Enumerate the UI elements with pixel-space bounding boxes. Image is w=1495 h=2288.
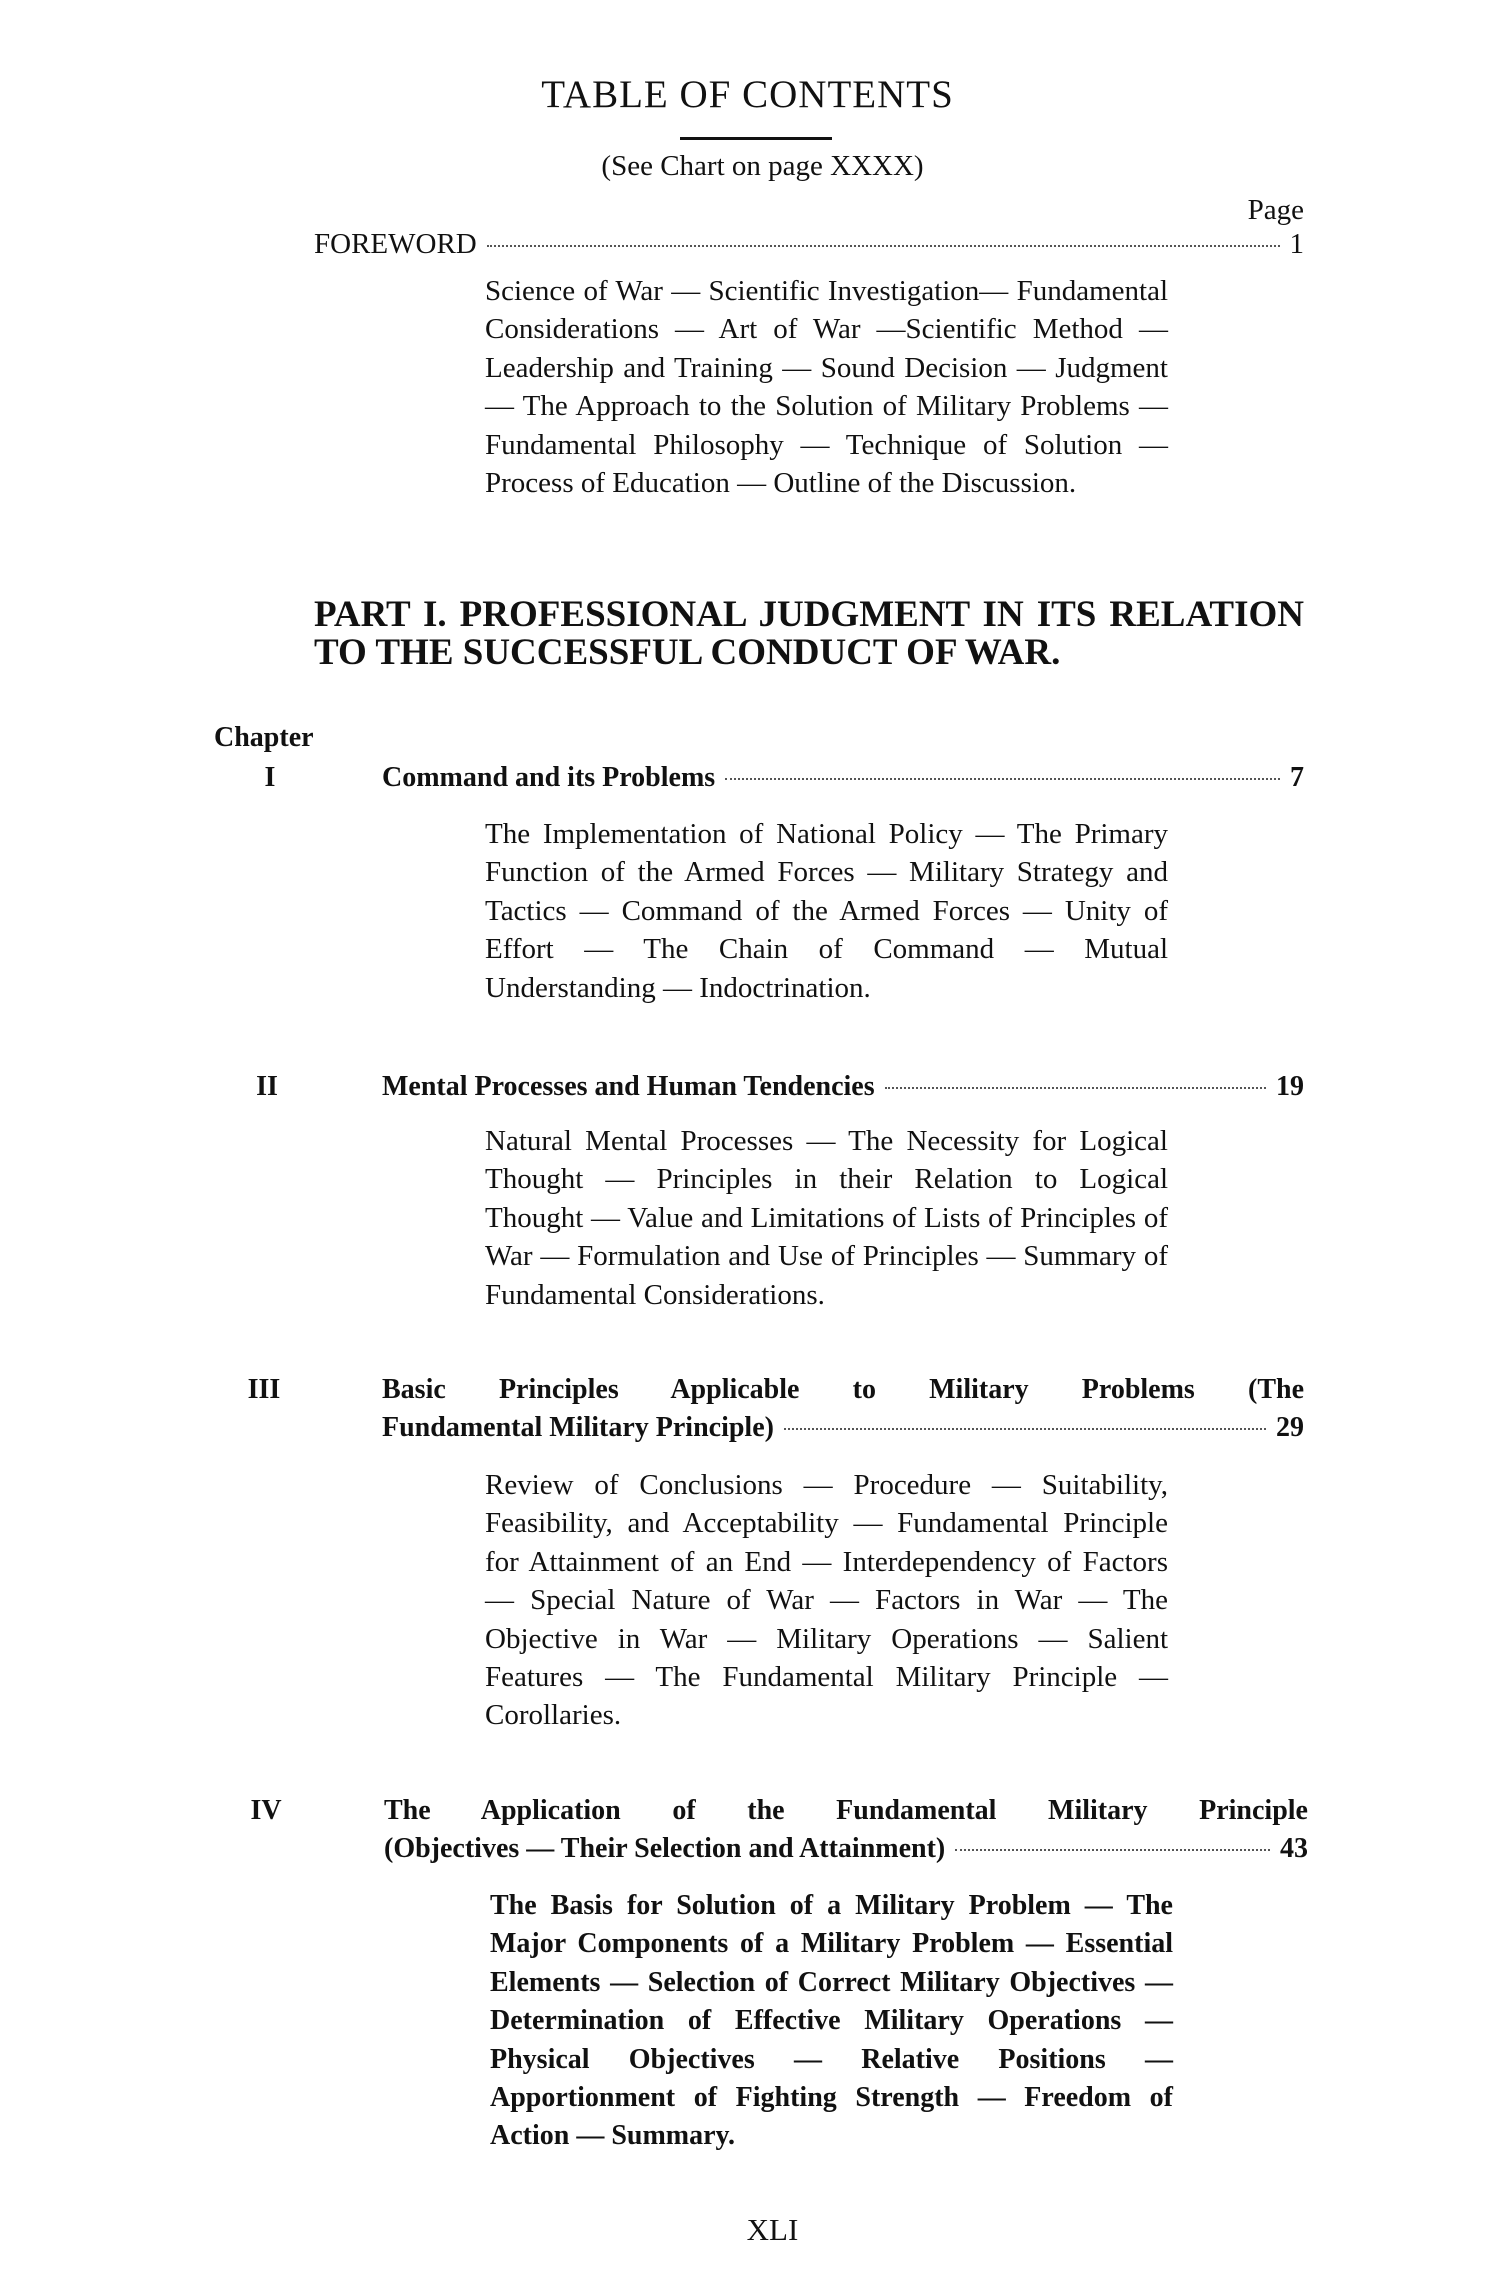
page-title: TABLE OF CONTENTS — [541, 73, 954, 116]
foreword-description: Science of War — Scientific Investigation— Fundamental Considerations — Art of War —Scientific Method — Leadership and Training — Sound Decision — Judgment — The Approach to the Solution of Military Problems — Fundamental Philosophy — Technique of Solution — Process of Education — Outline of the Discussion. — [485, 275, 1168, 500]
entry-page: 1 — [1289, 228, 1304, 260]
page-subtitle: (See Chart on page XXXX) — [601, 150, 924, 182]
dot-leader — [784, 1428, 1266, 1430]
toc-entry-chapter-2[interactable] — [382, 1071, 1304, 1103]
chapter-title-line-1[interactable]: The Application of the Fundamental Military Principle — [384, 1795, 1308, 1826]
toc-entry-chapter-4[interactable] — [384, 1833, 1308, 1865]
entry-title: FOREWORD — [314, 228, 477, 260]
dot-leader — [955, 1849, 1270, 1851]
title-rule — [680, 137, 832, 140]
entry-title: (Objectives — Their Selection and Attainment) — [384, 1833, 946, 1864]
toc-entry-foreword[interactable] — [314, 228, 1304, 261]
chapter-description: Review of Conclusions — Procedure — Suitability, Feasibility, and Acceptability — Fundamental Principle for Attainment of an End — Interdependency of Factors — Special Nature of War — Factors in War — The Objective in War — Military Operations — Salient Features — The Fundamental Military Principle — Corollaries. — [485, 1469, 1168, 1732]
entry-title: Command and its Problems — [382, 762, 716, 793]
chapter-column-label: Chapter — [214, 722, 314, 753]
chapter-numeral: I — [264, 762, 276, 793]
dot-leader — [725, 778, 1280, 780]
chapter-description: The Implementation of National Policy — The Primary Function of the Armed Forces — Military Strategy and Tactics — Command of the Armed Forces — Unity of Effort — The Chain of Command — Mutual Understanding — Indoctrination. — [485, 818, 1168, 1004]
chapter-numeral: II — [256, 1071, 278, 1102]
entry-page: 29 — [1276, 1412, 1304, 1443]
dot-leader — [885, 1087, 1266, 1089]
chapter-title-line-1[interactable]: Basic Principles Applicable to Military Problems (The — [382, 1374, 1304, 1405]
chapter-numeral: III — [247, 1374, 281, 1405]
entry-title: Fundamental Military Principle) — [382, 1412, 774, 1443]
entry-page: 19 — [1276, 1071, 1304, 1102]
page-folio: XLI — [746, 2212, 799, 2247]
entry-page: 7 — [1290, 762, 1304, 793]
page-column-label: Page — [1247, 194, 1304, 226]
part-heading: PART I. PROFESSIONAL JUDGMENT IN ITS RELATION TO THE SUCCESSFUL CONDUCT OF WAR. — [314, 594, 1304, 673]
chapter-description: The Basis for Solution of a Military Problem — The Major Components of a Military Problem — Essential Elements — Selection of Correct Military Objectives — Determination of Effective Military Operations — Physical Objectives — Relative Positions — Apportionment of Fighting Strength — Freedom of Action — Summary. — [490, 1890, 1173, 2152]
dot-leader — [487, 245, 1280, 247]
chapter-numeral: IV — [250, 1795, 282, 1826]
entry-page: 43 — [1280, 1833, 1308, 1864]
entry-title: Mental Processes and Human Tendencies — [382, 1071, 875, 1102]
toc-entry-chapter-1[interactable] — [382, 762, 1304, 794]
chapter-description: Natural Mental Processes — The Necessity for Logical Thought — Principles in their Relation to Logical Thought — Value and Limitations of Lists of Principles of War — Formulation and Use of Principles — Summary of Fundamental Considerations. — [485, 1125, 1168, 1311]
toc-entry-chapter-3[interactable] — [382, 1412, 1304, 1444]
